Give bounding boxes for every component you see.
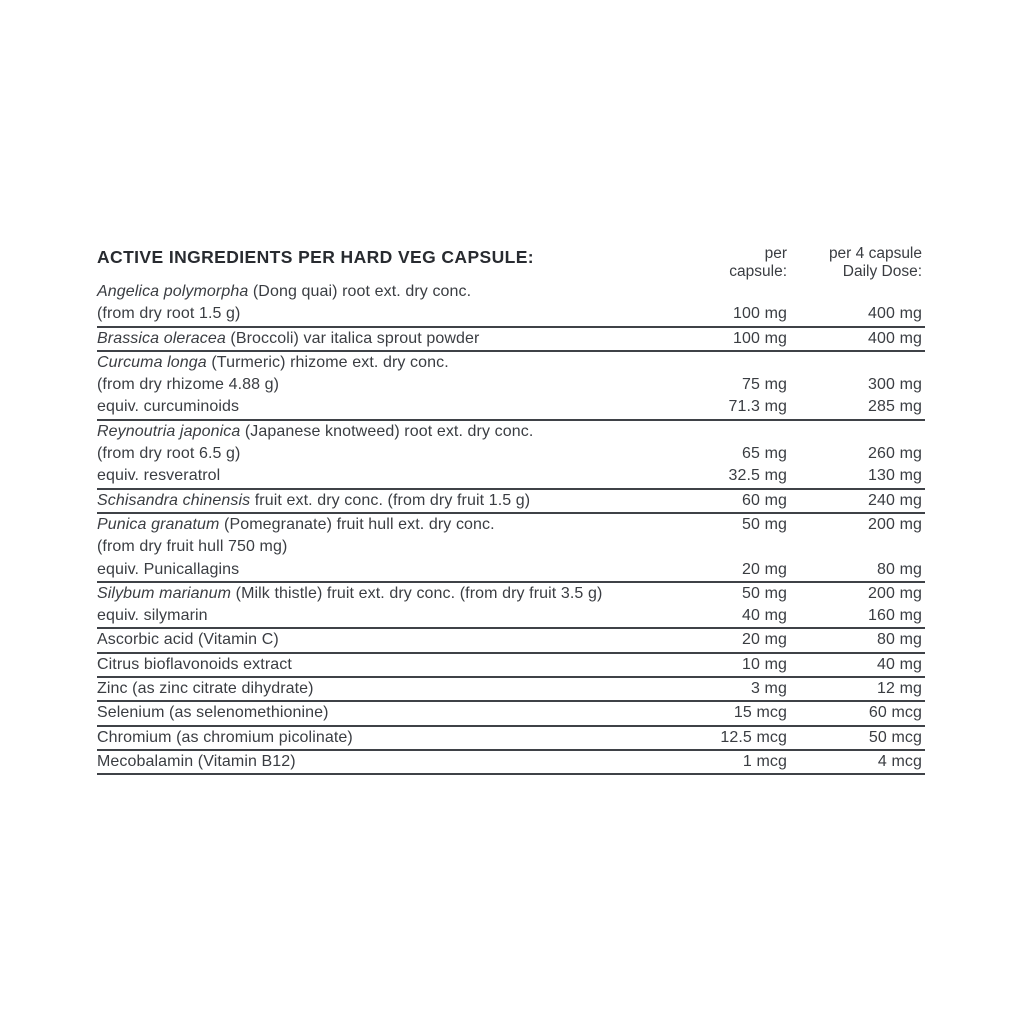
per-capsule-value: 15 mcg — [733, 704, 787, 722]
daily-dose-value: 130 mg — [868, 467, 922, 485]
ingredient-group — [97, 421, 925, 490]
daily-dose-value: 240 mg — [868, 491, 922, 509]
ingredient-name: Brassica oleracea (Broccoli) var italica sprout powder — [97, 329, 480, 347]
ingredient-name: Chromium (as chromium picolinate) — [97, 728, 353, 746]
per-capsule-value — [672, 421, 787, 443]
panel-title: ACTIVE INGREDIENTS PER HARD VEG CAPSULE: — [97, 247, 535, 267]
per-capsule-value: 100 mg — [733, 305, 787, 323]
latin-name: Curcuma longa — [97, 353, 207, 371]
daily-dose-value: 12 mg — [877, 680, 922, 698]
per-capsule-column-header — [672, 245, 787, 281]
ingredient-name: Reynoutria japonica (Japanese knotweed) root ext. dry conc. — [97, 422, 534, 440]
daily-dose-value: 50 mcg — [868, 728, 922, 746]
per-capsule-header-line1: per — [764, 245, 787, 262]
per-capsule-value: 50 mg — [742, 515, 787, 533]
per-capsule-value — [672, 281, 787, 303]
ingredient-name: (from dry fruit hull 750 mg) — [97, 538, 288, 556]
per-capsule-value: 20 mg — [742, 560, 787, 578]
ingredient-row — [97, 702, 925, 724]
daily-dose-value: 285 mg — [868, 398, 922, 416]
ingredient-row — [97, 514, 925, 536]
ingredient-row — [97, 421, 925, 443]
latin-name: Punica granatum — [97, 515, 220, 533]
ingredient-group — [97, 490, 925, 514]
per-capsule-value: 1 mcg — [742, 752, 787, 770]
latin-name: Silybum marianum — [97, 584, 232, 602]
daily-dose-header-line2: Daily Dose: — [842, 263, 922, 280]
ingredient-name: (from dry root 6.5 g) — [97, 445, 241, 463]
daily-dose-value: 200 mg — [868, 584, 922, 602]
ingredient-group — [97, 583, 925, 630]
ingredient-row — [97, 396, 925, 418]
daily-dose-value: 260 mg — [868, 445, 922, 463]
per-capsule-value: 32.5 mg — [728, 467, 787, 485]
ingredient-group — [97, 727, 925, 751]
daily-dose-value: 400 mg — [868, 305, 922, 323]
ingredient-row — [97, 605, 925, 627]
ingredient-row — [97, 465, 925, 487]
per-capsule-value — [672, 536, 787, 558]
daily-dose-value: 400 mg — [868, 329, 922, 347]
ingredient-row — [97, 536, 925, 558]
daily-dose-value: 300 mg — [868, 376, 922, 394]
ingredient-row — [97, 751, 925, 773]
per-capsule-value — [672, 352, 787, 374]
per-capsule-value: 20 mg — [742, 631, 787, 649]
ingredient-group — [97, 702, 925, 726]
ingredient-row — [97, 583, 925, 605]
per-capsule-header-line2: capsule: — [729, 263, 787, 280]
daily-dose-value: 160 mg — [868, 607, 922, 625]
ingredient-name: Silybum marianum (Milk thistle) fruit ext. dry conc. (from dry fruit 3.5 g) — [97, 584, 603, 602]
ingredient-row — [97, 281, 925, 303]
ingredient-group — [97, 629, 925, 653]
latin-name: Reynoutria japonica — [97, 422, 241, 440]
per-capsule-value: 3 mg — [751, 680, 787, 698]
ingredient-row — [97, 352, 925, 374]
ingredient-row — [97, 328, 925, 350]
ingredient-row — [97, 443, 925, 465]
latin-name: Brassica oleracea — [97, 329, 226, 347]
ingredient-name: Punica granatum (Pomegranate) fruit hull ext. dry conc. — [97, 515, 495, 533]
daily-dose-column-header — [787, 245, 925, 281]
per-capsule-value: 75 mg — [742, 376, 787, 394]
per-capsule-value: 100 mg — [733, 329, 787, 347]
latin-name: Angelica polymorpha — [97, 283, 249, 300]
ingredient-name: equiv. curcuminoids — [97, 398, 240, 416]
per-capsule-value: 71.3 mg — [728, 398, 787, 416]
daily-dose-header-line1: per 4 capsule — [828, 245, 922, 262]
ingredient-group — [97, 678, 925, 702]
daily-dose-value — [787, 352, 925, 374]
ingredient-name: Mecobalamin (Vitamin B12) — [97, 752, 296, 770]
ingredient-name: (from dry rhizome 4.88 g) — [97, 376, 280, 394]
ingredient-name: Selenium (as selenomethionine) — [97, 704, 329, 722]
ingredient-row — [97, 303, 925, 325]
ingredient-row — [97, 727, 925, 749]
ingredient-group — [97, 352, 925, 421]
ingredient-name: (from dry root 1.5 g) — [97, 305, 241, 323]
ingredient-row — [97, 629, 925, 651]
ingredient-name: Ascorbic acid (Vitamin C) — [97, 631, 279, 649]
ingredient-name: Zinc (as zinc citrate dihydrate) — [97, 680, 314, 698]
ingredient-row — [97, 559, 925, 581]
ingredient-group — [97, 751, 925, 775]
per-capsule-value: 50 mg — [742, 584, 787, 602]
ingredients-body — [97, 281, 925, 775]
ingredient-row — [97, 654, 925, 676]
daily-dose-value: 200 mg — [868, 515, 922, 533]
per-capsule-value: 40 mg — [742, 607, 787, 625]
per-capsule-value: 10 mg — [742, 655, 787, 673]
table-header — [97, 245, 925, 281]
daily-dose-value: 80 mg — [877, 631, 922, 649]
daily-dose-value: 60 mcg — [868, 704, 922, 722]
ingredient-name: Angelica polymorpha (Dong quai) root ext. dry conc. — [97, 283, 472, 300]
per-capsule-value: 12.5 mcg — [720, 728, 787, 746]
ingredient-row — [97, 490, 925, 512]
ingredient-row — [97, 374, 925, 396]
per-capsule-value: 65 mg — [742, 445, 787, 463]
daily-dose-value — [787, 536, 925, 558]
daily-dose-value: 80 mg — [877, 560, 922, 578]
daily-dose-value — [787, 421, 925, 443]
ingredient-group — [97, 514, 925, 583]
ingredient-name: equiv. resveratrol — [97, 467, 221, 485]
ingredient-group — [97, 328, 925, 352]
ingredient-group — [97, 281, 925, 328]
ingredient-name: equiv. Punicallagins — [97, 560, 240, 578]
ingredient-name: Curcuma longa (Turmeric) rhizome ext. dry conc. — [97, 353, 449, 371]
daily-dose-value: 40 mg — [877, 655, 922, 673]
ingredient-name: Citrus bioflavonoids extract — [97, 655, 292, 673]
daily-dose-value: 4 mcg — [877, 752, 922, 770]
active-ingredients-panel — [97, 245, 925, 775]
latin-name: Schisandra chinensis — [97, 491, 251, 509]
daily-dose-value — [787, 281, 925, 303]
per-capsule-value: 60 mg — [742, 491, 787, 509]
ingredient-row — [97, 678, 925, 700]
ingredient-group — [97, 654, 925, 678]
ingredient-name: equiv. silymarin — [97, 607, 208, 625]
ingredient-name: Schisandra chinensis fruit ext. dry conc. (from dry fruit 1.5 g) — [97, 491, 531, 509]
